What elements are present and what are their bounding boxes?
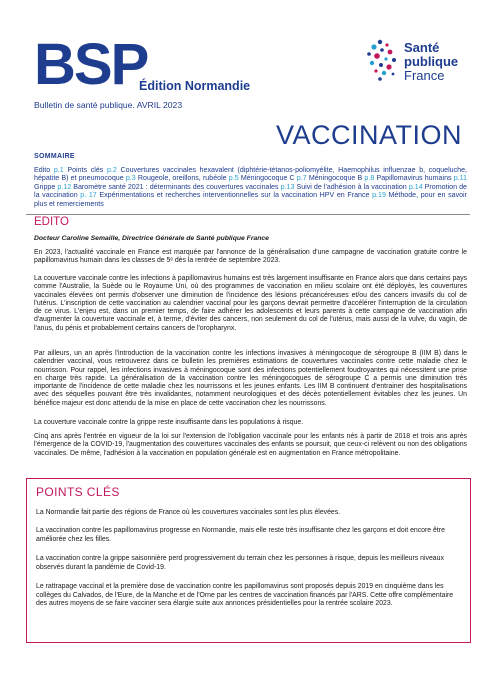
sommaire-item-label: Méningocoque C (238, 174, 297, 183)
sommaire-page-link[interactable]: p.7 (296, 174, 307, 183)
sommaire-label: SOMMAIRE (34, 153, 75, 160)
sommaire-page-link[interactable]: p.19 (372, 191, 386, 200)
sommaire-item-label: Baromètre santé 2021 : déterminants des couvertures vaccinales (71, 182, 281, 191)
sommaire-page-link[interactable]: p.1 (53, 166, 64, 174)
sommaire-item-label: Suivi de l'adhésion à la vaccination (294, 182, 409, 191)
points-cles-item: La vaccination contre les papillomavirus progresse en Normandie, mais elle reste très insuffisante chez les garçons et doit encore être améliorée chez les filles. (36, 527, 445, 543)
spf-wordmark (404, 41, 458, 83)
sommaire-item-label: Rougeole, oreillons, rubéole (135, 174, 229, 183)
sommaire-page-link[interactable]: p.3 (125, 174, 136, 183)
edito-heading: EDITO (34, 216, 69, 228)
sommaire-page-link[interactable]: p.12 (57, 182, 72, 191)
edito-paragraph: La couverture vaccinale contre les infections à papillomavirus humains est très largement insuffisante en France alors que dans certains pays comme l'Australie, la Suède ou le Royaume Uni, où des programmes de vaccination en milieu scolaire ont été déployés, les couvertures vaccinales élevées ont permis d'observer une diminution de l'incidence des lésions précancéreuses et/ou des cancers invasifs du col de l'utérus. L'inscription de cette vaccination au calendrier vaccinal pour les garçons devrait permettre d'accélérer l'interruption de la circulation de ce virus. L'enjeu est, dans un premier temps, de faire adhérer les adolescents et leurs parents à cette campagne de vaccination afin d'augmenter la couverture vaccinale et, à terme, d'éviter des cancers, non seulement du col de l'utérus, mais aussi de la vulve, du vagin, de l'anus, du pénis et probablement certains cancers de l'oropharynx. (34, 275, 467, 332)
dots-logo-icon (360, 36, 404, 86)
sommaire-item-label: Méningocoque B (306, 174, 365, 183)
edito-author: Docteur Caroline Semaille, Directrice Générale de Santé publique France (34, 235, 269, 242)
sommaire-page-link[interactable]: p.8 (364, 174, 375, 183)
sommaire-item-label: Promotion de la vaccination (34, 182, 467, 200)
bulletin-date: Bulletin de santé publique. AVRIL 2023 (34, 100, 183, 110)
edito-paragraph: La couverture vaccinale contre la grippe reste insuffisante dans les populations à risque. (34, 419, 304, 426)
sommaire-item-label: Méthode, pour en savoir plus et remerciements (34, 191, 467, 208)
edito-paragraph: En 2023, l'actualité vaccinale en France est marquée par l'annonce de la généralisation d'une campagne de vaccination gratuite contre le papillomavirus humain dans les classes de 5ᵉ dès la rentrée de septembre 2023. (34, 249, 467, 265)
divider (26, 214, 470, 215)
sommaire-item-label: Expérimentations et recherches interventionnelles sur la vaccination HPV en France (96, 191, 373, 200)
spf-line2: publique (404, 54, 459, 69)
spf-line1: Santé (404, 40, 440, 55)
sommaire-page-link[interactable]: p.11 (453, 174, 467, 183)
sommaire-page-link[interactable]: p.2 (106, 166, 117, 174)
sommaire-item-label: Edito (34, 166, 54, 174)
sommaire-page-link[interactable]: p.13 (280, 182, 295, 191)
sommaire-item-label: Papillomavirus humains (374, 174, 454, 183)
spf-line3: France (404, 68, 445, 83)
sommaire-page-link[interactable]: p. 17 (80, 191, 97, 200)
points-cles-item: La vaccination contre la grippe saisonnière perd progressivement du terrain chez les personnes à risque, depuis les meilleurs niveaux observés durant la pandémie de Covid-19. (36, 555, 444, 571)
sante-publique-france-logo (360, 36, 470, 96)
points-cles-item: La Normandie fait partie des régions de France où les couvertures vaccinales sont les plus élevées. (36, 509, 341, 516)
bsp-logo: BSP (34, 32, 148, 97)
edito-paragraph: Cinq ans après l'entrée en vigueur de la loi sur l'extension de l'obligation vaccinale pour les enfants nés à partir de 2018 et trois ans après l'émergence de la COVID-19, l'augmentation des couvertures vaccinales des enfants se poursuit, que ceux-ci relèvent ou non des obligations vaccinales. De même, l'adhésion à la vaccination en population générale est en augmentation en France métropolitaine. (34, 433, 467, 457)
sommaire-item-label: Grippe (34, 182, 58, 191)
sommaire-list (34, 166, 467, 208)
edito-paragraph: Par ailleurs, un an après l'introduction de la vaccination contre les infections invasives à méningocoque de sérogroupe B (IIM B) dans le calendrier vaccinal, vous retrouverez dans ce bulletin les premières estimations de couvertures vaccinales contre cette maladie chez le nourrisson. Pour rappel, les infections invasives à méningocoque sont des infections potentiellement foudroyantes qui nécessitent une prise en charge très rapide. La généralisation de la vaccination contre les méningocoques de sérogroupe C a permis une diminution très importante de l'incidence de cette maladie chez les nourrissons et les jeunes enfants. Les IIM B continuent d'entrainer des hospitalisations avec des séquelles pouvant être très invalidantes, notamment neurologiques et des décès potentiellement évitables chez les jeunes. Un bénéfice majeur est donc attendu de la mise en place de cette vaccination chez les nourrissons. (34, 350, 467, 407)
sommaire-item-label: Couvertures vaccinales hexavalent (diphtérie-tétanos-poliomyélite, Haemophilus influenzae b, coqueluche, hépatite B) et pneumocoque (34, 166, 468, 183)
points-cles-heading: POINTS CLÉS (36, 485, 120, 499)
sommaire-page-link[interactable]: p.5 (228, 174, 239, 183)
points-cles-item: Le rattrapage vaccinal et la première dose de vaccination contre les papillomavirus sont proposés depuis 2019 en cinquième dans les collèges du Calvados, de l'Eure, de la Manche et de l'Orne par les centres de vaccination financés par l'ARS. Cette offre complémentaire des autres moyens de se faire vacciner sera élargie suite aux annonces présidentielles pour la rentrée scolaire 2023. (36, 583, 454, 608)
edition-label: Édition Normandie (139, 79, 251, 93)
sommaire-item-label: Points clés (63, 166, 107, 174)
sommaire-page-link[interactable]: p.14 (408, 182, 423, 191)
points-cles-box (26, 478, 471, 643)
page-title: VACCINATION (276, 120, 463, 150)
